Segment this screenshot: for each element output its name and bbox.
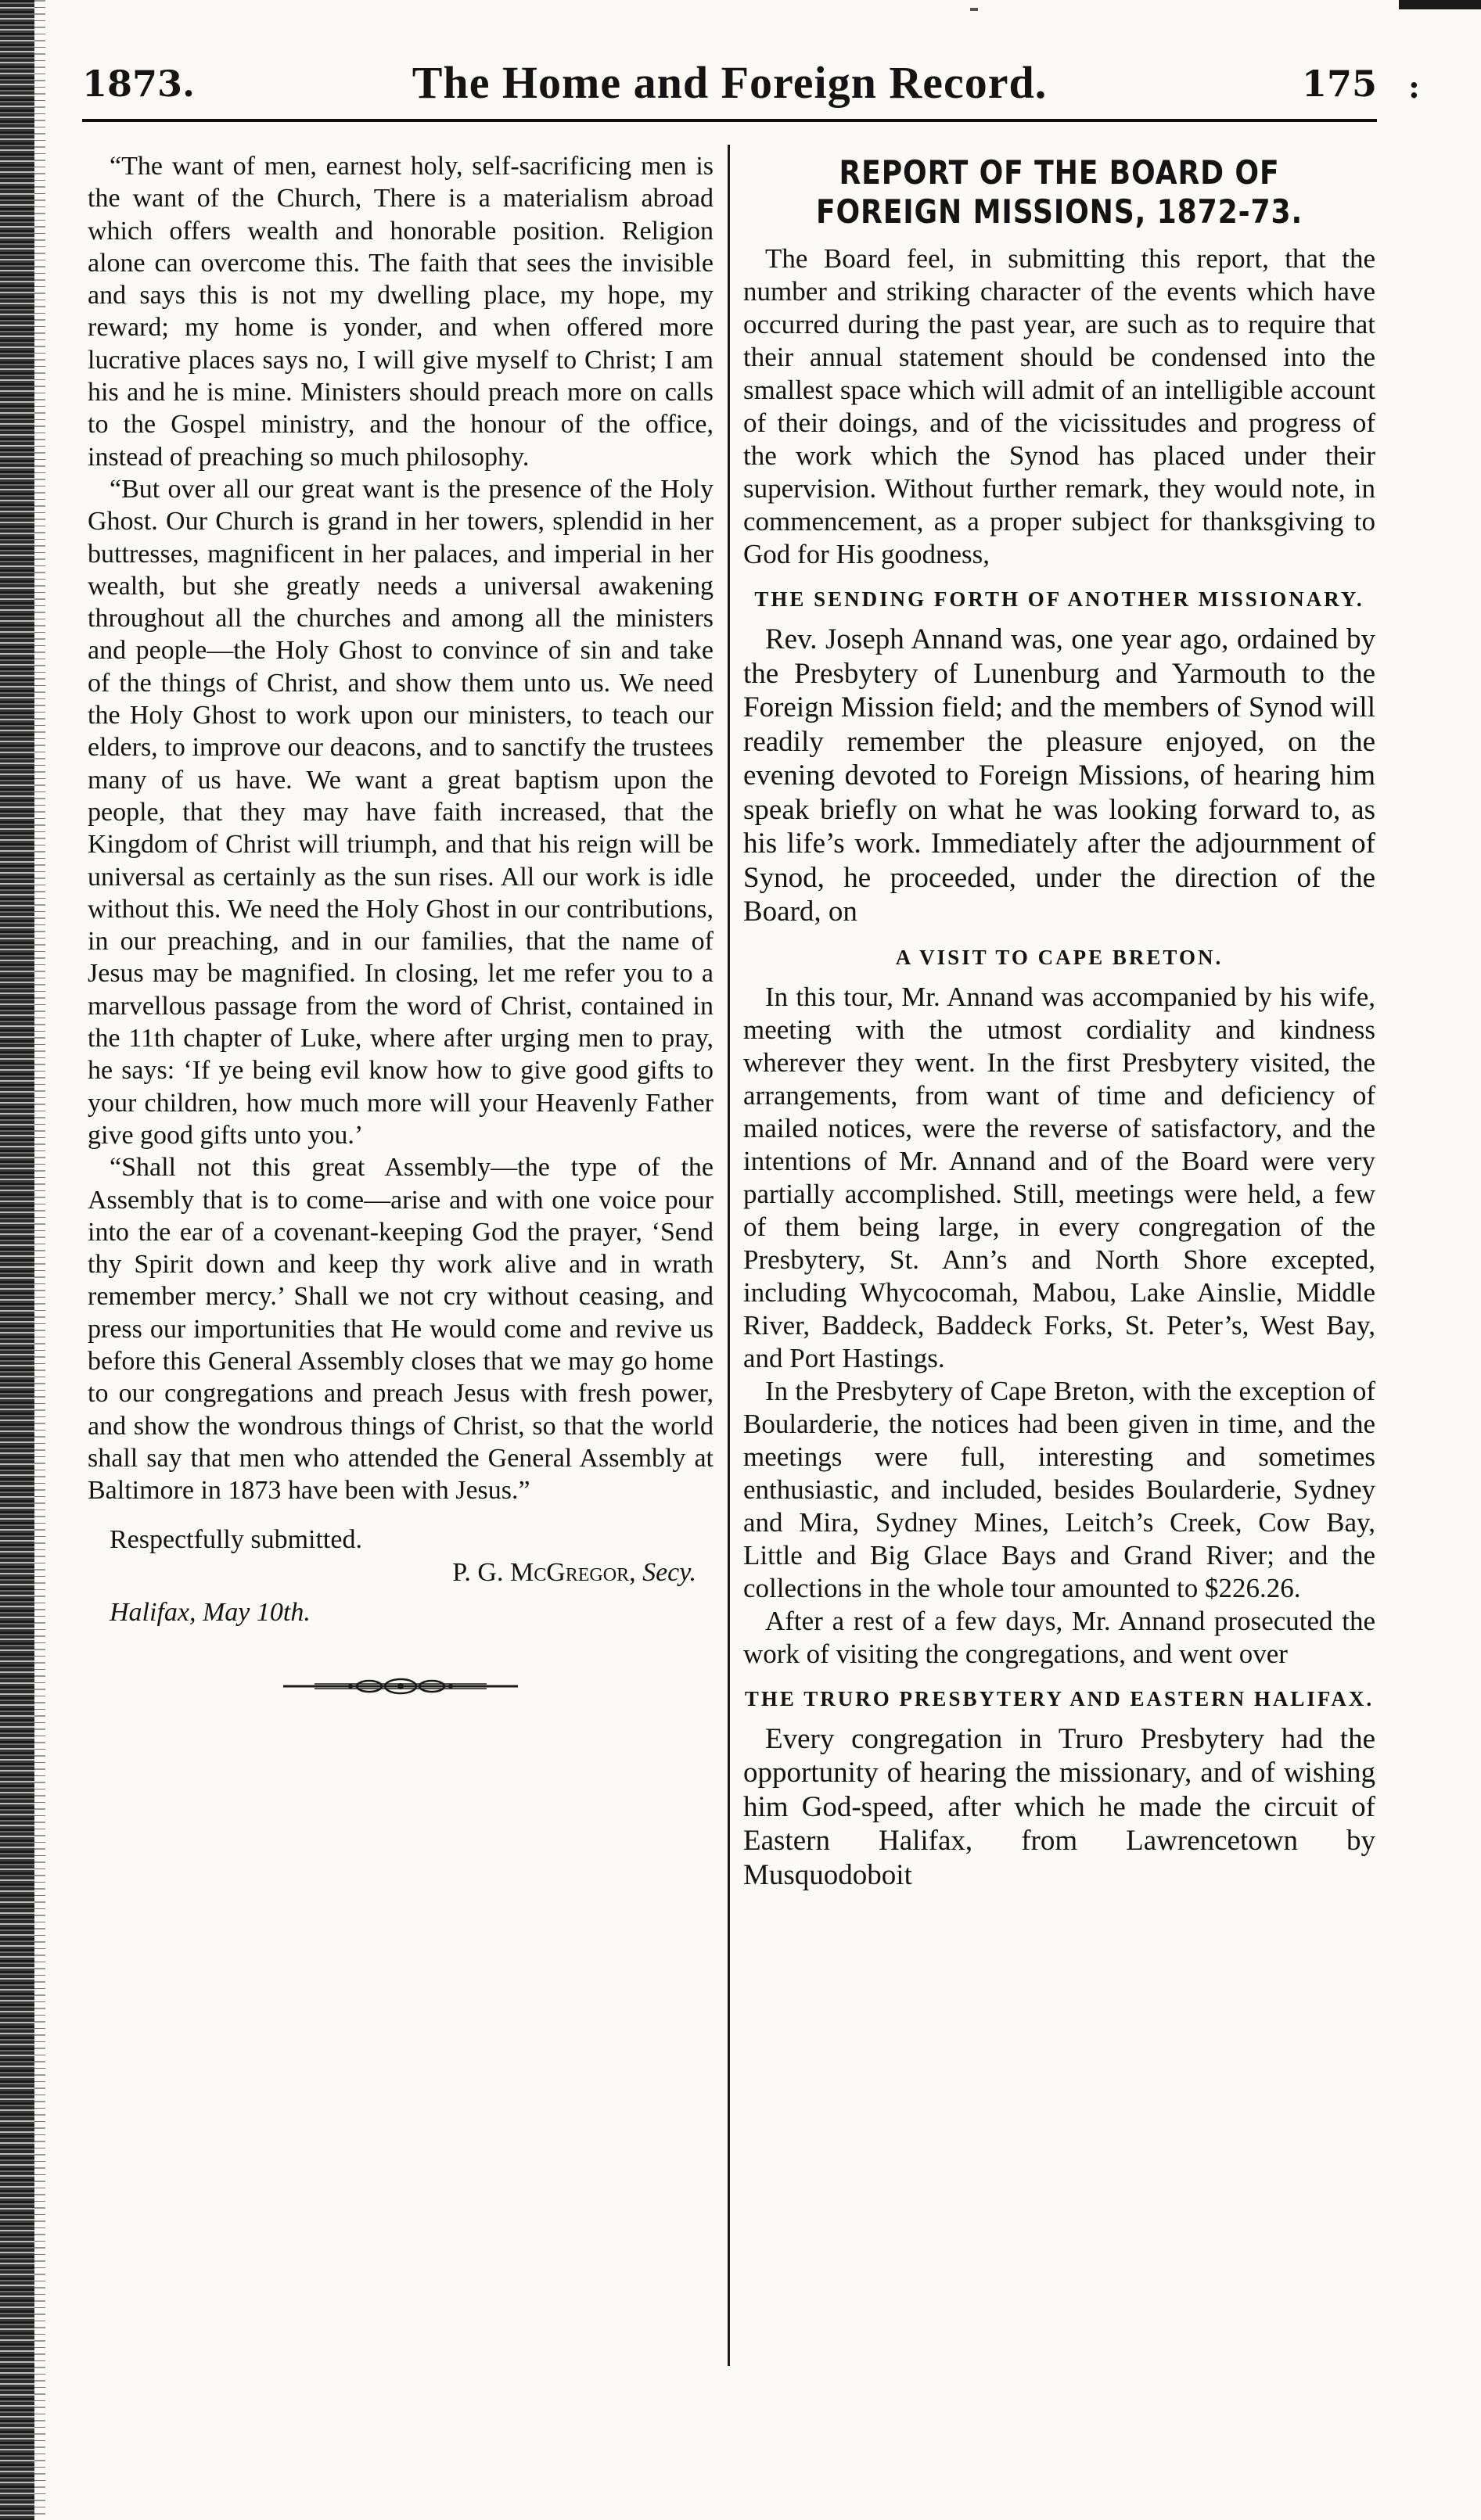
section-text-cape-breton: In this tour, Mr. Annand was accompanied by his wife, meeting with the utmost cordiality and kindness wherever they went. In the first Presbytery visited, the arrangements, from want of time and deficiency of mailed notices, were the reverse of satisfactory, and the intentions of Mr. Annand and of the Board were very partially accomplished. Still, meetings were held, a few of them being large, in every congregation of the Presbytery, St. Ann’s and North Shore excepted, including Whycocomah, Mabou, Lake Ainslie, Middle River, Baddeck, Baddeck Forks, St. Peter’s, West Bay, and Port Hastings. [743, 981, 1375, 1373]
section-heading-sending-forth: THE SENDING FORTH OF ANOTHER MISSIONARY. [754, 587, 1364, 611]
place-and-date: Halifax, May 10th. [110, 1598, 311, 1628]
decorative-rule-ornament [283, 1677, 518, 1696]
section-text-cape-breton: In the Presbytery of Cape Breton, with the exception of Boularderie, the notices had been given in time, and the meetings were full, interesting and sometimes enthusiastic, and included, besides Boularderie, Sydney and Mira, Sydney Mines, Leitch’s Creek, Cow Bay, Little and Big Glace Bays and Grand River; and the collections in the whole tour amounted to $226.26. [743, 1375, 1375, 1603]
page-binding-edge [0, 0, 34, 2520]
signatory-role: Secy. [642, 1557, 696, 1587]
quote-paragraph: “The want of men, earnest holy, self-sacrificing men is the want of the Church, There is a materialism abroad which offers wealth and honorable position. Religion alone can overcome this. The faith that sees the invisible and says this is not my dwelling place, my hope, my reward; my home is yonder, and when offered more lucrative places says no, I will give myself to Christ; I am his and he is mine. Ministers should preach more on calls to the Gospel ministry, and the honour of the office, instead of preaching so much philosophy. [88, 152, 714, 472]
right-column [743, 150, 1375, 1892]
quote-paragraph: “But over all our great want is the presence of the Holy Ghost. Our Church is grand in her towers, splendid in her buttresses, magnificent in her palaces, and imperial in her wealth, but she greatly needs a universal awakening throughout all the churches and among all the ministers and people—the Holy Ghost to convince of sin and take of the things of Christ, and show them unto us. We need the Holy Ghost to work upon our ministers, to teach our elders, to improve our deacons, and to sanctify the trustees many of us have. We want a great baptism upon the people, that they may have faith increased, that the Kingdom of Christ will triumph, and that his reign will be universal as certainly as the sun rises. All our work is idle without this. We need the Holy Ghost in our contributions, in our preaching, and in our families, that the name of Jesus may be magnified. In closing, let me refer you to a marvellous passage from the word of Christ, contained in the 11th chapter of Luke, where after urging men to pray, he says: ‘If ye being evil know how to give good gifts to your children, how much more will your Heavenly Father give good gifts unto you.’ [88, 474, 714, 1150]
page-number: 175 [1301, 63, 1377, 105]
section-text-truro: Every congregation in Truro Presbytery had the opportunity of hearing the missionary, and of wishing him God-speed, after which he made the circuit of Eastern Halifax, from Lawrencetown by Musquodoboit [743, 1722, 1375, 1891]
print-mark [970, 8, 978, 11]
signatory-name: P. G. McGregor, [452, 1557, 636, 1587]
report-title: REPORT OF THE BOARD OF FOREIGN MISSIONS, 1872-73. [815, 153, 1303, 231]
report-intro: The Board feel, in submitting this report, that the number and striking character of the events which have occurred during the past year, are such as to require that their annual statement should be condensed into the smallest space which will admit of an intelligible account of their doings, and of the vicissitudes and progress of the work which the Synod has placed under their supervision. Without further remark, they would note, in commencement, as a proper subject for thanksgiving to God for His goodness, [743, 243, 1375, 569]
page-corner-shadow [1399, 0, 1481, 9]
closing-line: Respectfully submitted. [110, 1525, 362, 1555]
running-header [82, 56, 1377, 122]
section-text-sending-forth: Rev. Joseph Annand was, one year ago, ordained by the Presbytery of Lunenburg and Yarmouth to the Foreign Mission field; and the members of Synod will readily remember the pleasure enjoyed, on the evening devoted to Foreign Missions, of hearing him speak briefly on what he was looking forward to, as his life’s work. Immediately after the adjournment of Synod, he proceeded, under the direction of the Board, on [743, 623, 1375, 928]
column-rule [728, 145, 730, 2366]
signature [88, 1556, 714, 1588]
left-column [88, 150, 714, 1696]
section-text-cape-breton: After a rest of a few days, Mr. Annand prosecuted the work of visiting the congregations, and went over [743, 1605, 1375, 1669]
section-heading-truro: THE TRURO PRESBYTERY AND EASTERN HALIFAX. [744, 1686, 1375, 1711]
section-heading-cape-breton: A VISIT TO CAPE BRETON. [895, 945, 1224, 969]
edge-mark: : [1408, 69, 1420, 106]
journal-title: The Home and Foreign Record. [412, 57, 1048, 108]
signature-block [88, 1524, 714, 1628]
header-year: 1873. [82, 63, 196, 105]
quote-paragraph: “Shall not this great Assembly—the type of the Assembly that is to come—arise and with one voice pour into the ear of a covenant-keeping God the prayer, ‘Send thy Spirit down and keep thy work alive and in wrath remember mercy.’ Shall we not cry without ceasing, and press our importunities that He would come and revive us before this General Assembly closes that we may go home to our congregations and preach Jesus with fresh power, and show the wondrous things of Christ, so that the world shall say that men who attended the General Assembly at Baltimore in 1873 have been with Jesus.” [88, 1153, 714, 1506]
